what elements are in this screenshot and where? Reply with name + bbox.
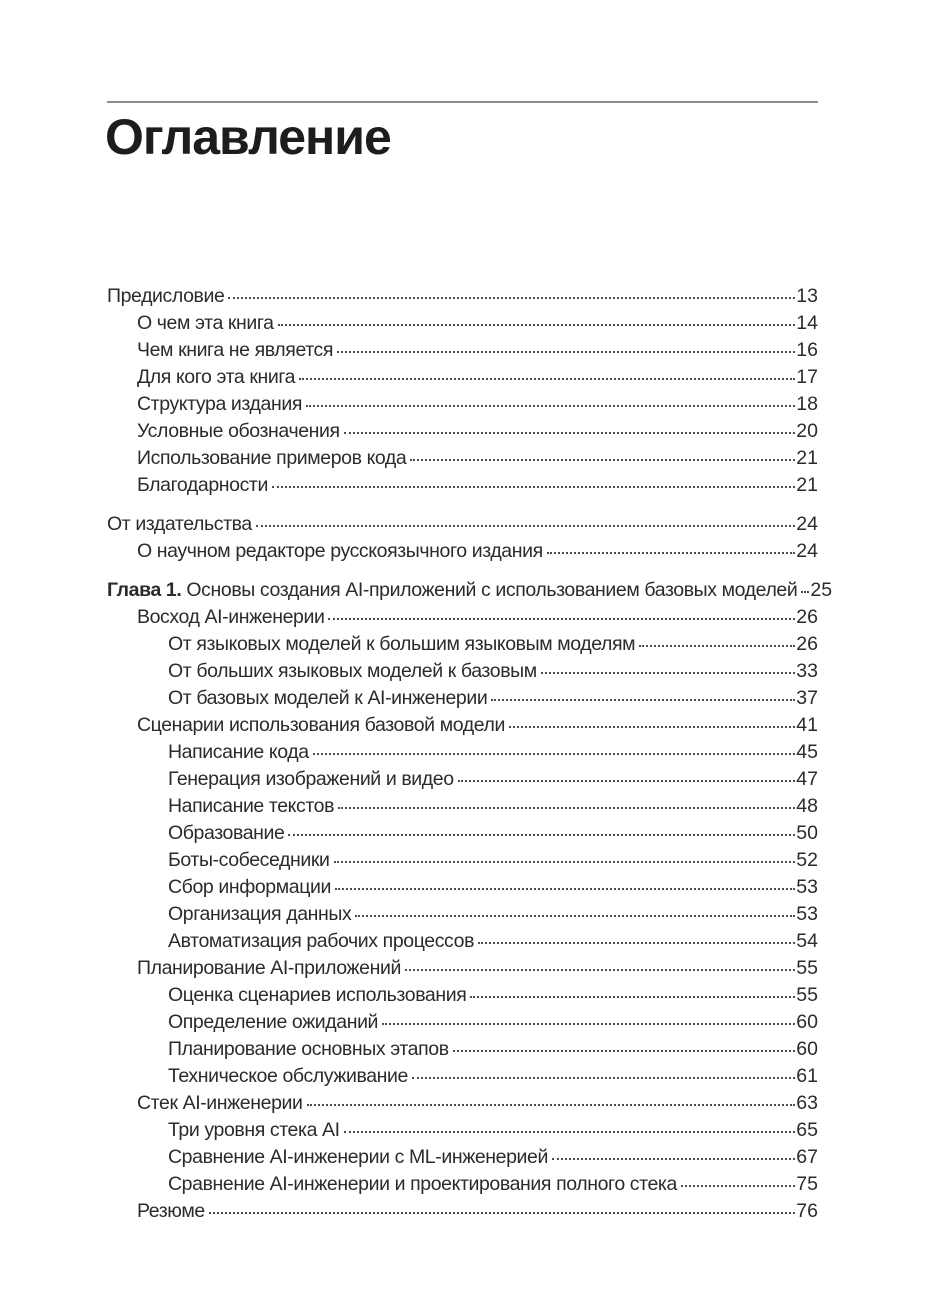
toc-entry-page: 76 [796,1200,818,1222]
toc-entry [107,793,818,820]
toc-entry-page: 18 [796,393,818,415]
toc-entry-page: 60 [796,1011,818,1033]
toc-entry [107,901,818,928]
toc-entry-label: Организация данных [168,903,352,925]
toc-entry [107,1090,818,1117]
dot-leader [552,1158,795,1160]
dot-leader [453,1050,796,1052]
toc-entry-label: Написание текстов [168,795,335,817]
toc-entry [107,766,818,793]
toc-entry-label: Определение ожиданий [168,1011,379,1033]
toc-entry [107,928,818,955]
toc-entry [107,1036,818,1063]
toc-list [107,283,833,1237]
toc-entry-label: Техническое обслуживание [168,1065,408,1087]
toc-entry-page: 21 [796,474,818,496]
dot-leader [639,645,795,647]
toc-entry-label: Предисловие [107,285,225,307]
toc-entry-label: От языковых моделей к большим языковым моделям [168,633,636,655]
dot-leader [344,1131,796,1133]
toc-entry [107,391,818,418]
toc-entry-page: 17 [796,366,818,388]
toc-entry-page: 21 [796,447,818,469]
dot-leader [278,324,796,326]
toc-entry [107,739,818,766]
toc-entry-page: 24 [796,513,818,535]
toc-entry-page: 33 [796,660,818,682]
dot-leader [382,1023,795,1025]
toc-entry [107,658,818,685]
dot-leader [307,1104,796,1106]
toc-entry-page: 48 [796,795,818,817]
dot-leader [470,996,795,998]
toc-entry-page: 67 [796,1146,818,1168]
toc-entry-label: Стек AI-инженерии [137,1092,303,1114]
toc-section [107,511,818,565]
dot-leader [491,699,795,701]
toc-entry-page: 37 [796,687,818,709]
toc-entry [107,310,818,337]
toc-entry-label: Сравнение AI-инженерии с ML-инженерией [168,1146,548,1168]
dot-leader [344,432,796,434]
toc-entry-label: Восход AI-инженерии [137,606,325,628]
toc-entry-label: Структура издания [137,393,302,415]
toc-entry-page: 25 [810,579,833,601]
toc-entry-page: 53 [796,903,818,925]
toc-entry-label: Чем книга не является [137,339,334,361]
toc-entry-page: 65 [796,1119,818,1141]
page-title: Оглавление [105,109,391,165]
toc-entry-label: Сбор информации [168,876,331,898]
dot-leader [547,552,796,554]
toc-entry [107,445,818,472]
toc-entry-label: Планирование основных этапов [168,1038,449,1060]
toc-entry [107,283,818,310]
toc-entry-label: Сравнение AI-инженерии и проектирования полного стека [168,1173,677,1195]
toc-entry-page: 45 [796,741,818,763]
toc-entry-page: 20 [796,420,818,442]
toc-entry-label: Глава 1. Основы создания AI-приложений с использованием базовых моделей [107,579,798,601]
toc-entry-page: 75 [796,1173,818,1195]
toc-entry-label: Оценка сценариев использования [168,984,467,1006]
toc-entry-page: 55 [796,957,818,979]
toc-entry [107,511,818,538]
toc-entry [107,1117,818,1144]
dot-leader [509,726,795,728]
toc-entry-label: Для кого эта книга [137,366,296,388]
toc-entry [107,337,818,364]
dot-leader [313,753,796,755]
dot-leader [328,618,795,620]
dot-leader [337,351,795,353]
toc-entry-page: 26 [796,606,818,628]
toc-entry-label: О чем эта книга [137,312,274,334]
dot-leader [338,807,795,809]
toc-entry-label: Планирование AI-приложений [137,957,401,979]
toc-entry-label: Благодарности [137,474,268,496]
toc-entry-label: Три уровня стека AI [168,1119,340,1141]
dot-leader [405,969,795,971]
toc-entry [107,955,818,982]
toc-entry-page: 61 [796,1065,818,1087]
dot-leader [256,525,795,527]
dot-leader [335,888,795,890]
dot-leader [272,486,795,488]
dot-leader [478,942,795,944]
dot-leader [412,1077,795,1079]
toc-entry [107,712,818,739]
dot-leader [681,1185,795,1187]
toc-entry [107,1198,818,1225]
toc-entry [107,604,818,631]
toc-entry [107,631,818,658]
dot-leader [306,405,795,407]
toc-entry-page: 54 [796,930,818,952]
dot-leader [410,459,795,461]
toc-entry [107,1171,818,1198]
toc-entry [107,1144,818,1171]
toc-entry-label: Резюме [137,1200,205,1222]
toc-entry-label: Условные обозначения [137,420,340,442]
dot-leader [209,1212,796,1214]
toc-entry [107,418,818,445]
toc-entry-label: Написание кода [168,741,309,763]
toc-entry-page: 52 [796,849,818,871]
dot-leader [228,297,795,299]
toc-entry [107,538,818,565]
toc-entry-label: Боты-собеседники [168,849,330,871]
toc-entry [107,472,818,499]
toc-entry [107,1063,818,1090]
toc-entry-label: Использование примеров кода [137,447,407,469]
dot-leader [288,834,795,836]
toc-entry-label: О научном редакторе русскоязычного издания [137,540,543,562]
toc-entry [107,1009,818,1036]
toc-entry-label: Генерация изображений и видео [168,768,454,790]
toc-entry-page: 53 [796,876,818,898]
toc-entry-label: От издательства [107,513,252,535]
toc-entry-label: Образование [168,822,285,844]
toc-entry-page: 60 [796,1038,818,1060]
toc-entry-page: 24 [796,540,818,562]
dot-leader [334,861,796,863]
dot-leader [458,780,796,782]
toc-entry-page: 50 [796,822,818,844]
header-rule [107,101,818,103]
dot-leader [801,591,809,593]
toc-entry [107,874,818,901]
toc-entry-page: 13 [796,285,818,307]
toc-entry-page: 55 [796,984,818,1006]
toc-entry [107,820,818,847]
toc-entry-page: 47 [796,768,818,790]
toc-entry [107,364,818,391]
toc-entry [107,685,818,712]
toc-entry-page: 63 [796,1092,818,1114]
toc-entry-label: Автоматизация рабочих процессов [168,930,475,952]
toc-entry [107,982,818,1009]
toc-entry [107,847,818,874]
toc-entry-page: 14 [796,312,818,334]
toc-entry [107,577,833,604]
dot-leader [355,915,795,917]
toc-entry-label: Сценарии использования базовой модели [137,714,505,736]
toc-entry-page: 26 [796,633,818,655]
toc-section [107,577,833,1225]
toc-entry-label: От больших языковых моделей к базовым [168,660,537,682]
dot-leader [299,378,795,380]
dot-leader [541,672,796,674]
toc-entry-page: 16 [796,339,818,361]
toc-entry-label: От базовых моделей к AI-инженерии [168,687,488,709]
chapter-prefix: Глава 1. [107,579,182,601]
toc-entry-page: 41 [796,714,818,736]
toc-section [107,283,818,499]
